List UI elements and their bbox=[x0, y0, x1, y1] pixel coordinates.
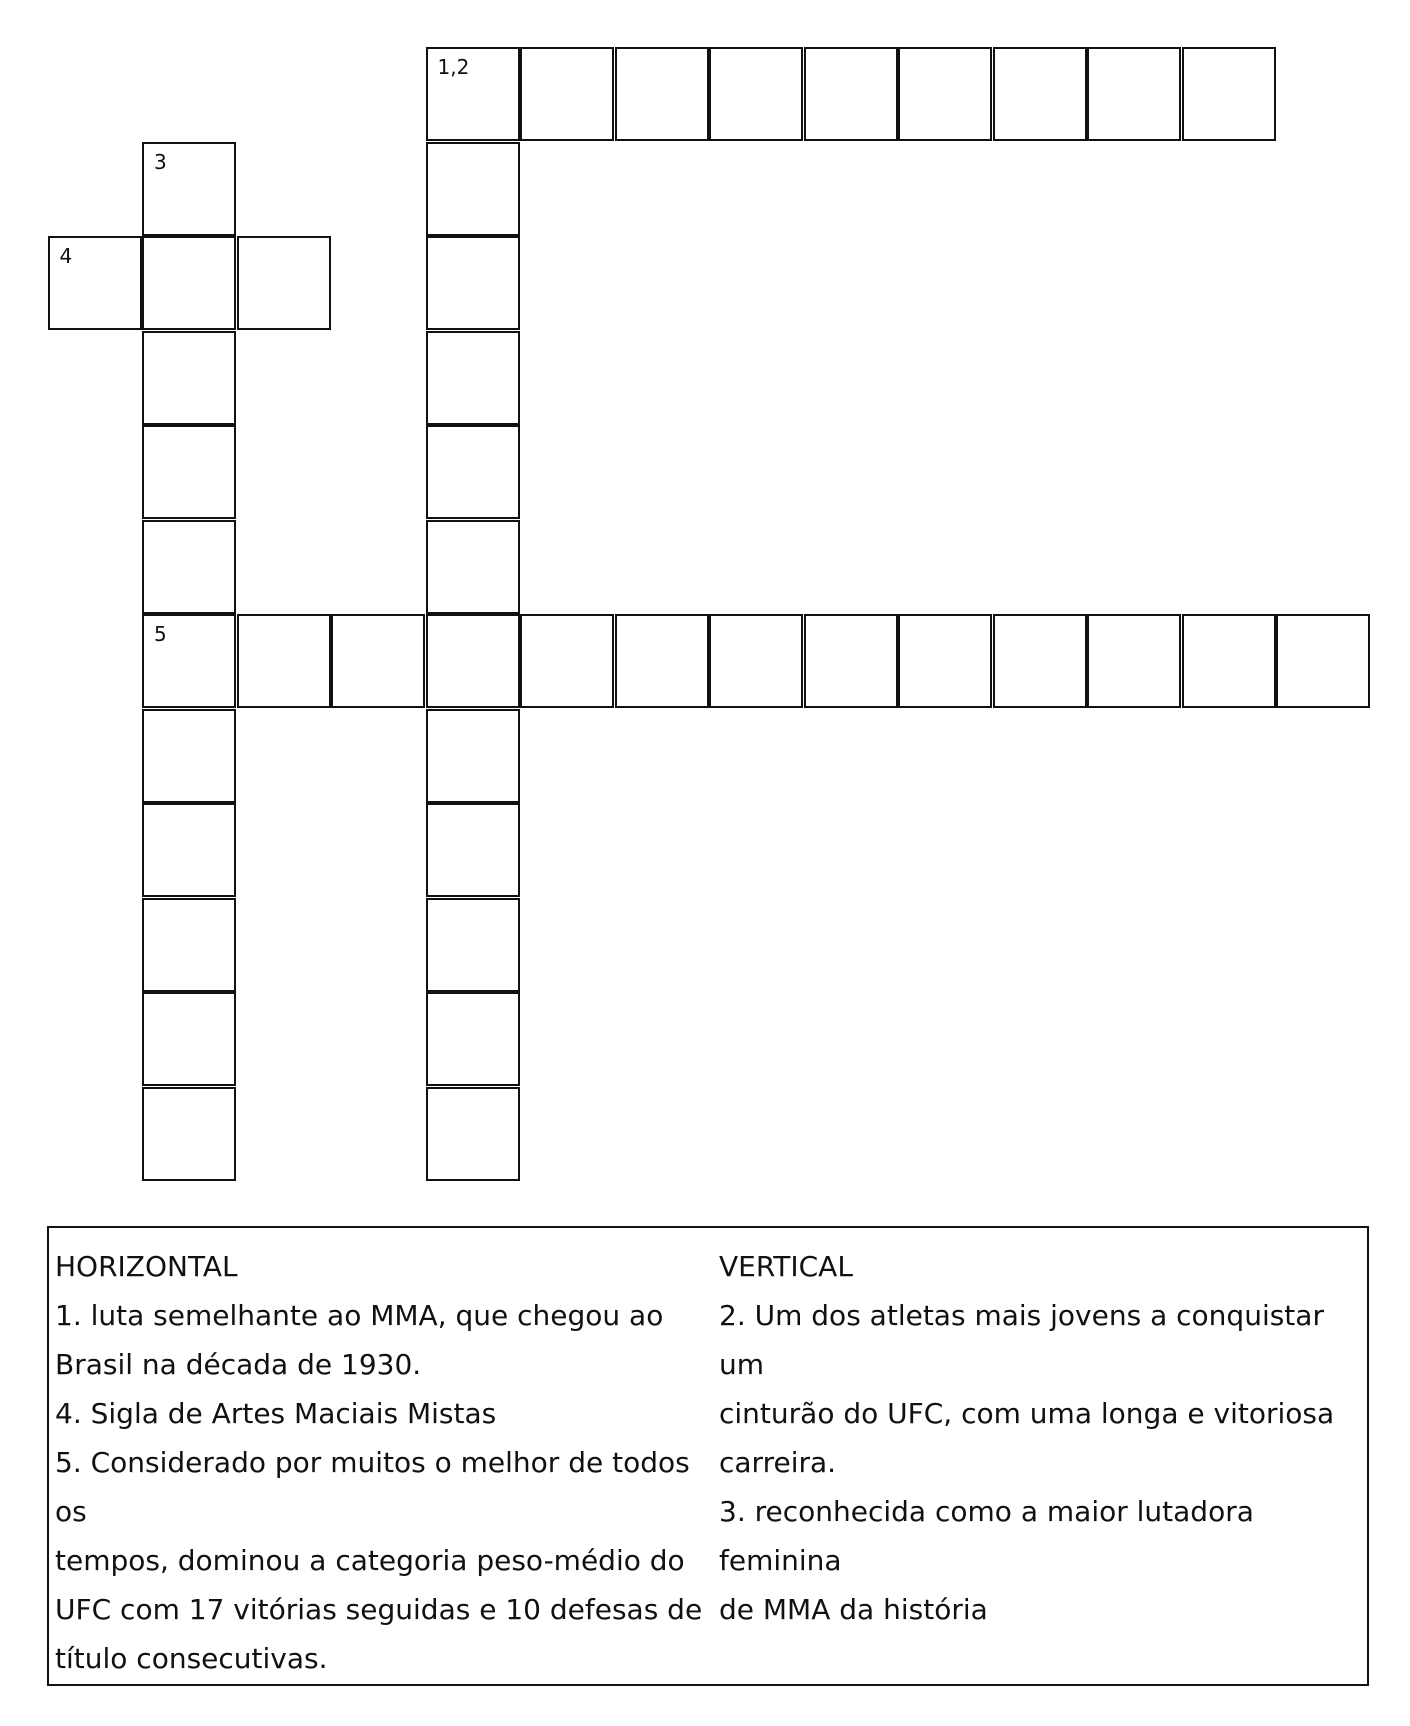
grid-cell[interactable] bbox=[142, 803, 236, 897]
vertical-clues bbox=[719, 1242, 1359, 1634]
grid-cell[interactable] bbox=[426, 898, 520, 992]
numbered-cell[interactable] bbox=[426, 47, 520, 141]
grid-cell[interactable] bbox=[142, 331, 236, 425]
grid-cell[interactable] bbox=[615, 47, 709, 141]
grid-cell[interactable] bbox=[142, 1087, 236, 1181]
grid-cell[interactable] bbox=[804, 614, 898, 708]
numbered-cell[interactable] bbox=[48, 236, 142, 330]
grid-cell[interactable] bbox=[426, 1087, 520, 1181]
grid-cell[interactable] bbox=[426, 520, 520, 614]
clue-line: tempos, dominou a categoria peso-médio do bbox=[55, 1544, 685, 1577]
grid-cell[interactable] bbox=[426, 236, 520, 330]
numbered-cell[interactable] bbox=[142, 142, 236, 236]
grid-cell[interactable] bbox=[142, 236, 236, 330]
clues-box bbox=[47, 1226, 1369, 1686]
grid-cell[interactable] bbox=[426, 425, 520, 519]
horizontal-clues bbox=[55, 1242, 710, 1683]
clue-line: 1. luta semelhante ao MMA, que chegou ao bbox=[55, 1299, 664, 1332]
grid-cell[interactable] bbox=[426, 992, 520, 1086]
clue-number: 1,2 bbox=[437, 55, 470, 79]
grid-cell[interactable] bbox=[520, 47, 614, 141]
vertical-heading: VERTICAL bbox=[719, 1250, 853, 1283]
clue-line: 5. Considerado por muitos o melhor de todos os bbox=[55, 1446, 690, 1528]
grid-cell[interactable] bbox=[615, 614, 709, 708]
grid-cell[interactable] bbox=[709, 614, 803, 708]
grid-cell[interactable] bbox=[898, 47, 992, 141]
grid-cell[interactable] bbox=[142, 520, 236, 614]
grid-cell[interactable] bbox=[426, 614, 520, 708]
clue-line: cinturão do UFC, com uma longa e vitoriosa bbox=[719, 1397, 1335, 1430]
grid-cell[interactable] bbox=[426, 142, 520, 236]
grid-cell[interactable] bbox=[1182, 614, 1276, 708]
clue-number: 3 bbox=[154, 149, 167, 174]
grid-cell[interactable] bbox=[142, 898, 236, 992]
grid-cell[interactable] bbox=[520, 614, 614, 708]
grid-cell[interactable] bbox=[993, 47, 1087, 141]
clue-line: título consecutivas. bbox=[55, 1642, 328, 1675]
grid-cell[interactable] bbox=[142, 709, 236, 803]
grid-cell[interactable] bbox=[709, 47, 803, 141]
grid-cell[interactable] bbox=[237, 236, 331, 330]
grid-cell[interactable] bbox=[237, 614, 331, 708]
clue-number: 4 bbox=[59, 244, 73, 268]
grid-cell[interactable] bbox=[804, 47, 898, 141]
clue-line: UFC com 17 vitórias seguidas e 10 defesas de bbox=[55, 1593, 703, 1626]
grid-cell[interactable] bbox=[426, 709, 520, 803]
clue-line: carreira. bbox=[719, 1446, 837, 1479]
grid-cell[interactable] bbox=[426, 803, 520, 897]
grid-cell[interactable] bbox=[1087, 47, 1181, 141]
grid-cell[interactable] bbox=[331, 614, 425, 708]
clue-line: de MMA da história bbox=[719, 1593, 988, 1626]
grid-cell[interactable] bbox=[1087, 614, 1181, 708]
clue-line: 2. Um dos atletas mais jovens a conquistar um bbox=[719, 1299, 1324, 1381]
clue-line: 4. Sigla de Artes Maciais Mistas bbox=[55, 1397, 497, 1430]
grid-cell[interactable] bbox=[142, 425, 236, 519]
clue-line: 3. reconhecida como a maior lutadora feminina bbox=[719, 1495, 1254, 1577]
grid-cell[interactable] bbox=[993, 614, 1087, 708]
grid-cell[interactable] bbox=[1182, 47, 1276, 141]
clue-number: 5 bbox=[154, 622, 167, 646]
grid-cell[interactable] bbox=[898, 614, 992, 708]
horizontal-heading: HORIZONTAL bbox=[55, 1250, 238, 1283]
numbered-cell[interactable] bbox=[142, 614, 236, 708]
grid-cell[interactable] bbox=[142, 992, 236, 1086]
clue-line: Brasil na década de 1930. bbox=[55, 1348, 422, 1381]
grid-cell[interactable] bbox=[1276, 614, 1370, 708]
grid-cell[interactable] bbox=[426, 331, 520, 425]
